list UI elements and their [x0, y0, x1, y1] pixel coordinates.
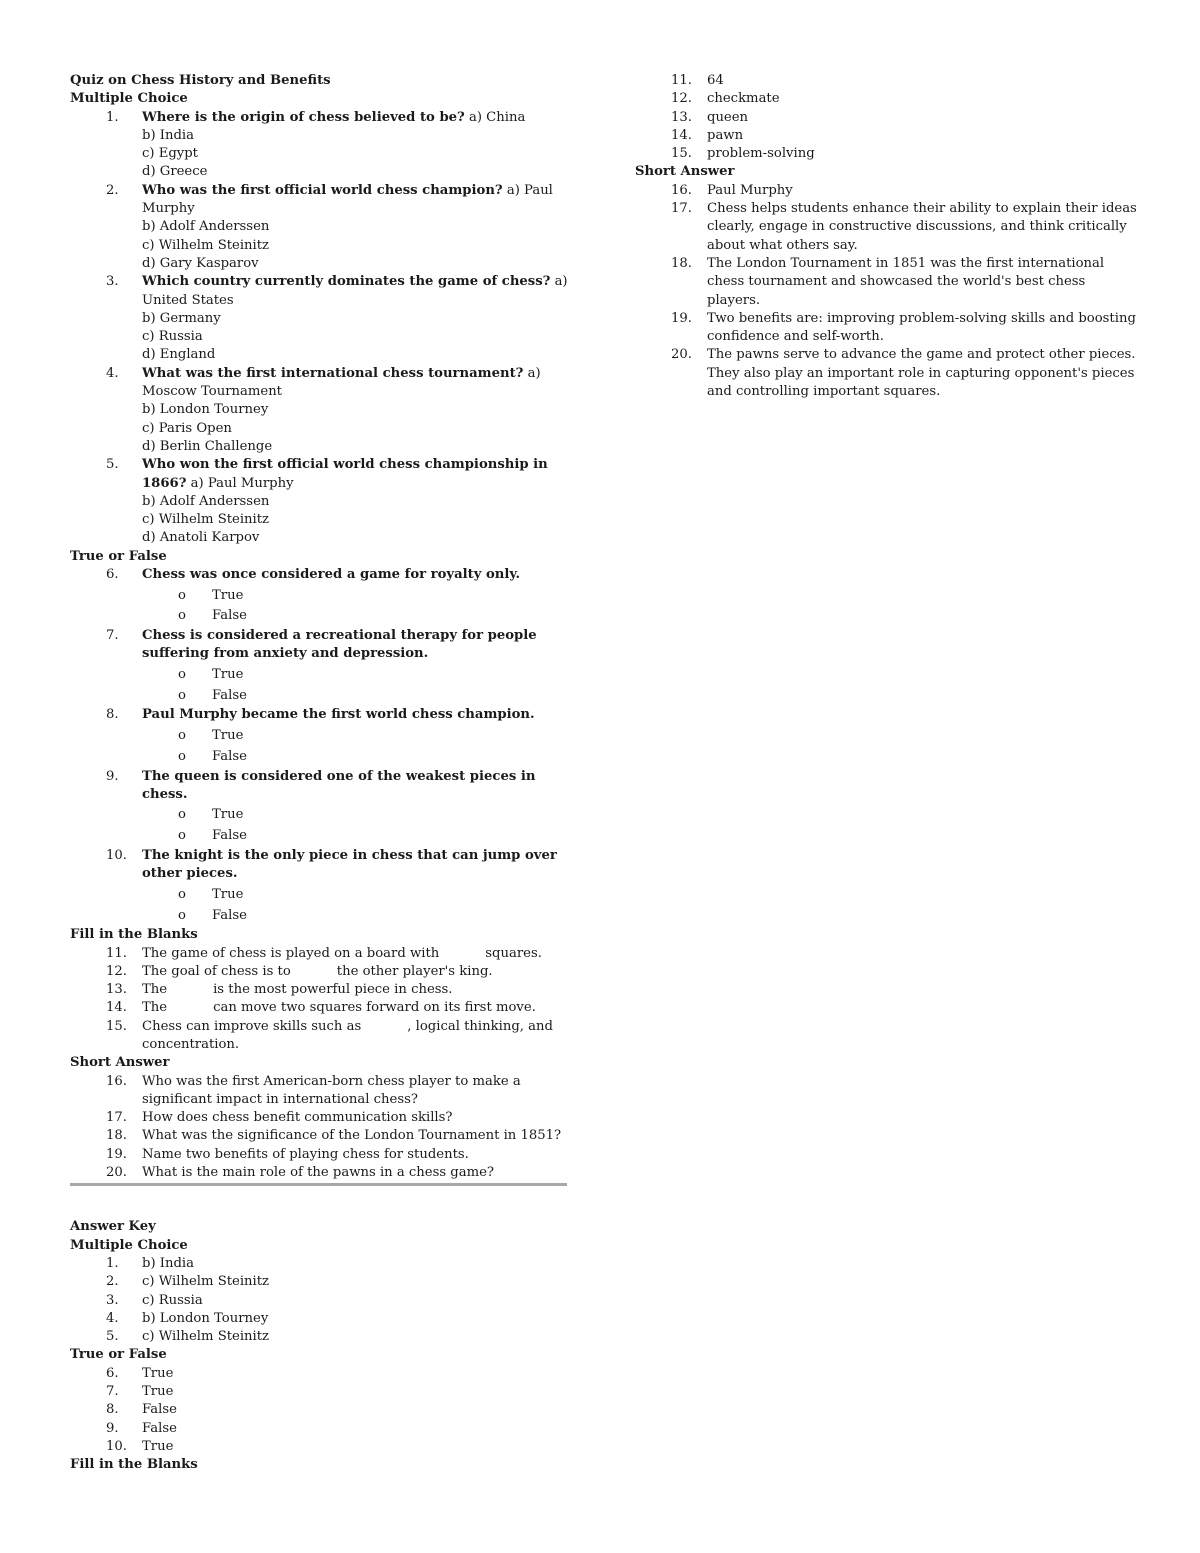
answer-number: 1.: [106, 1255, 119, 1271]
option-c: c) Paris Open: [142, 420, 232, 436]
answer-text: b) India: [142, 1255, 195, 1271]
question-number: 2.: [106, 182, 119, 198]
question-number: 7.: [106, 628, 119, 644]
answer-number: 7.: [106, 1384, 119, 1400]
option-a: a) Paul Murphy: [186, 475, 294, 491]
key-item: [70, 1310, 568, 1328]
option-c: c) Wilhelm Steinitz: [142, 237, 270, 253]
option-d: d) Berlin Challenge: [142, 438, 273, 454]
option-d: d) England: [142, 347, 216, 363]
answer-number: 17.: [671, 201, 692, 217]
tf-option-false: [70, 607, 568, 625]
key-tf-heading: True or False: [70, 1347, 167, 1363]
answer-text: b) London Tourney: [142, 1310, 269, 1326]
question-text: Chess is considered a recreational therapy for people suffering from anxiety and depression.: [142, 628, 537, 662]
key-item: [635, 310, 1140, 347]
key-item: [70, 1273, 568, 1291]
key-item: [70, 1438, 568, 1456]
fill-item-13: [70, 981, 568, 999]
question-number: 16.: [106, 1073, 127, 1089]
answer-number: 10.: [106, 1438, 127, 1454]
question-number: 10.: [106, 847, 127, 863]
tf-option-true: [70, 806, 568, 824]
option-d: d) Anatoli Karpov: [142, 530, 260, 546]
tf-option-false: [70, 748, 568, 766]
tf-question-10: [70, 847, 568, 884]
mc-question-3: [70, 273, 568, 364]
question-number: 3.: [106, 274, 119, 290]
answer-text: True: [142, 1384, 174, 1400]
left-column: [70, 72, 568, 1475]
answer-text: 64: [707, 73, 724, 88]
fill-text-after: is the most powerful piece in chess.: [213, 982, 453, 998]
circle-bullet-icon: o: [178, 907, 186, 923]
fill-item-11: [70, 945, 568, 963]
circle-bullet-icon: o: [178, 587, 186, 603]
key-item: [635, 145, 1140, 163]
option-d: d) Gary Kasparov: [142, 255, 259, 271]
option-label: False: [212, 748, 247, 764]
mc-question-4: [70, 365, 568, 456]
answer-text: checkmate: [707, 91, 780, 107]
option-b: b) India: [142, 127, 195, 143]
key-item: [635, 72, 1140, 90]
key-item: [635, 127, 1140, 145]
option-label: False: [212, 828, 247, 844]
option-label: True: [212, 587, 244, 603]
fill-text-before: Chess can improve skills such as: [142, 1018, 362, 1034]
question-text: Where is the origin of chess believed to be?: [142, 109, 465, 125]
fill-item-12: [70, 963, 568, 981]
answer-number: 11.: [671, 73, 692, 88]
answer-number: 9.: [106, 1420, 119, 1436]
answer-number: 13.: [671, 109, 692, 125]
option-label: False: [212, 608, 247, 624]
question-number: 13.: [106, 982, 127, 998]
question-number: 12.: [106, 963, 127, 979]
option-a: a) United States: [142, 274, 568, 308]
tf-option-false: [70, 907, 568, 925]
tf-option-true: [70, 727, 568, 745]
option-c: c) Russia: [142, 329, 203, 345]
option-label: True: [212, 886, 244, 902]
question-text: Chess was once considered a game for royalty only.: [142, 567, 521, 583]
option-b: b) Adolf Anderssen: [142, 493, 270, 509]
question-number: 14.: [106, 1000, 127, 1016]
question-number: 19.: [106, 1146, 127, 1162]
option-b: b) Germany: [142, 310, 221, 326]
answer-text: Two benefits are: improving problem-solving skills and boosting confidence and self-worth.: [707, 310, 1136, 345]
question-text: Who was the first official world chess champion?: [142, 182, 503, 198]
option-d: d) Greece: [142, 164, 208, 180]
question-text: How does chess benefit communication skills?: [142, 1110, 453, 1126]
key-item: [635, 200, 1140, 255]
key-mc-heading: Multiple Choice: [70, 1237, 188, 1253]
short-item-18: [70, 1127, 568, 1145]
option-a: a) Paul Murphy: [142, 182, 553, 217]
option-b: b) Adolf Anderssen: [142, 219, 270, 235]
key-item: [635, 109, 1140, 127]
answer-text: The pawns serve to advance the game and protect other pieces. They also play an important role in capturing opponent's pieces and controlling important squares.: [707, 347, 1136, 400]
option-label: True: [212, 728, 244, 744]
answer-number: 14.: [671, 127, 692, 143]
mc-question-1: [70, 109, 568, 182]
fill-item-14: [70, 999, 568, 1017]
answer-text: True: [142, 1438, 174, 1454]
key-item: [70, 1401, 568, 1419]
tf-option-true: [70, 886, 568, 904]
circle-bullet-icon: o: [178, 667, 186, 683]
question-text: The knight is the only piece in chess that can jump over other pieces.: [142, 847, 557, 882]
question-text: The queen is considered one of the weakest pieces in chess.: [142, 768, 536, 802]
question-text: What is the main role of the pawns in a chess game?: [142, 1165, 494, 1181]
fill-item-15: [70, 1018, 568, 1055]
circle-bullet-icon: o: [178, 608, 186, 624]
short-item-17: [70, 1109, 568, 1127]
answer-text: True: [142, 1365, 174, 1381]
answer-text: False: [142, 1402, 177, 1418]
question-text: What was the first international chess tournament?: [142, 365, 524, 381]
short-item-19: [70, 1146, 568, 1164]
question-number: 11.: [106, 945, 127, 961]
answer-text: c) Wilhelm Steinitz: [142, 1274, 270, 1290]
short-heading: Short Answer: [70, 1055, 170, 1071]
mc-question-2: [70, 182, 568, 273]
answer-number: 4.: [106, 1310, 119, 1326]
answer-text: problem-solving: [707, 146, 815, 162]
key-item: [70, 1420, 568, 1438]
question-number: 1.: [106, 109, 119, 125]
fill-text-after: , logical thinking, and concentration.: [142, 1018, 553, 1052]
tf-question-6: [70, 566, 568, 584]
answer-text: False: [142, 1420, 177, 1436]
fill-text-after: the other player's king.: [336, 963, 493, 979]
answer-key-title: Answer Key: [70, 1219, 156, 1235]
question-number: 20.: [106, 1165, 127, 1181]
answer-number: 12.: [671, 91, 692, 107]
question-text: What was the significance of the London Tournament in 1851?: [142, 1128, 562, 1144]
answer-number: 18.: [671, 255, 692, 271]
fill-text-before: The: [142, 982, 168, 998]
option-a: a) China: [464, 109, 526, 125]
tf-option-true: [70, 666, 568, 684]
tf-option-true: [70, 587, 568, 605]
key-fill-heading: Fill in the Blanks: [70, 1457, 198, 1473]
question-number: 8.: [106, 707, 119, 723]
key-short-heading: Short Answer: [635, 164, 735, 180]
option-label: True: [212, 667, 244, 683]
question-text: Who was the first American-born chess player to make a significant impact in international chess?: [142, 1073, 521, 1107]
question-number: 9.: [106, 768, 119, 784]
answer-text: The London Tournament in 1851 was the first international chess tournament and showcased the world's best chess players.: [707, 255, 1105, 308]
key-item: [70, 1365, 568, 1383]
answer-number: 6.: [106, 1365, 119, 1381]
option-c: c) Wilhelm Steinitz: [142, 512, 270, 528]
short-item-20: [70, 1164, 568, 1182]
option-a: a) Moscow Tournament: [142, 365, 541, 400]
question-number: 5.: [106, 457, 119, 473]
answer-number: 2.: [106, 1274, 119, 1290]
key-item: [70, 1383, 568, 1401]
key-item: [635, 90, 1140, 108]
answer-number: 8.: [106, 1402, 119, 1418]
fill-text-after: squares.: [485, 945, 542, 961]
question-text: Who won the first official world chess championship in 1866?: [142, 457, 548, 491]
question-text: Which country currently dominates the game of chess?: [142, 274, 551, 290]
question-number: 15.: [106, 1018, 127, 1034]
fill-text-before: The goal of chess is to: [142, 963, 291, 979]
answer-text: Paul Murphy: [707, 182, 793, 198]
short-item-16: [70, 1073, 568, 1110]
mc-heading: Multiple Choice: [70, 91, 188, 107]
answer-number: 3.: [106, 1292, 119, 1308]
tf-question-8: [70, 706, 568, 724]
question-number: 18.: [106, 1128, 127, 1144]
answer-text: queen: [707, 109, 749, 125]
section-divider: [70, 1183, 567, 1186]
quiz-title: Quiz on Chess History and Benefits: [70, 73, 331, 88]
fill-text-before: The: [142, 1000, 168, 1016]
answer-number: 16.: [671, 182, 692, 198]
tf-heading: True or False: [70, 548, 167, 564]
tf-question-9: [70, 768, 568, 805]
key-item: [635, 255, 1140, 310]
tf-option-false: [70, 827, 568, 845]
answer-text: pawn: [707, 127, 744, 143]
fill-heading: Fill in the Blanks: [70, 927, 198, 943]
option-label: True: [212, 807, 244, 823]
key-item: [70, 1328, 568, 1346]
answer-number: 5.: [106, 1329, 119, 1345]
answer-number: 20.: [671, 347, 692, 363]
answer-number: 19.: [671, 310, 692, 326]
tf-question-7: [70, 627, 568, 664]
answer-text: c) Russia: [142, 1292, 203, 1308]
fill-text-after: can move two squares forward on its first move.: [213, 1000, 536, 1016]
tf-option-false: [70, 687, 568, 705]
key-item: [635, 182, 1140, 200]
circle-bullet-icon: o: [178, 886, 186, 902]
question-number: 6.: [106, 567, 119, 583]
fill-text-before: The game of chess is played on a board with: [142, 945, 440, 961]
option-b: b) London Tourney: [142, 402, 269, 418]
question-text: Paul Murphy became the first world chess champion.: [142, 707, 535, 723]
question-text: Name two benefits of playing chess for students.: [142, 1146, 469, 1162]
circle-bullet-icon: o: [178, 728, 186, 744]
mc-question-5: [70, 456, 568, 547]
key-item: [70, 1292, 568, 1310]
right-column: [635, 72, 1140, 401]
circle-bullet-icon: o: [178, 748, 186, 764]
option-label: False: [212, 687, 247, 703]
option-label: False: [212, 907, 247, 923]
key-item: [635, 346, 1140, 401]
answer-text: c) Wilhelm Steinitz: [142, 1329, 270, 1345]
option-c: c) Egypt: [142, 146, 198, 162]
key-item: [70, 1255, 568, 1273]
answer-number: 15.: [671, 146, 692, 162]
question-number: 4.: [106, 365, 119, 381]
circle-bullet-icon: o: [178, 828, 186, 844]
question-number: 17.: [106, 1110, 127, 1126]
circle-bullet-icon: o: [178, 807, 186, 823]
circle-bullet-icon: o: [178, 687, 186, 703]
answer-text: Chess helps students enhance their ability to explain their ideas clearly, engage in constructive discussions, and think critically about what others say.: [707, 201, 1137, 253]
